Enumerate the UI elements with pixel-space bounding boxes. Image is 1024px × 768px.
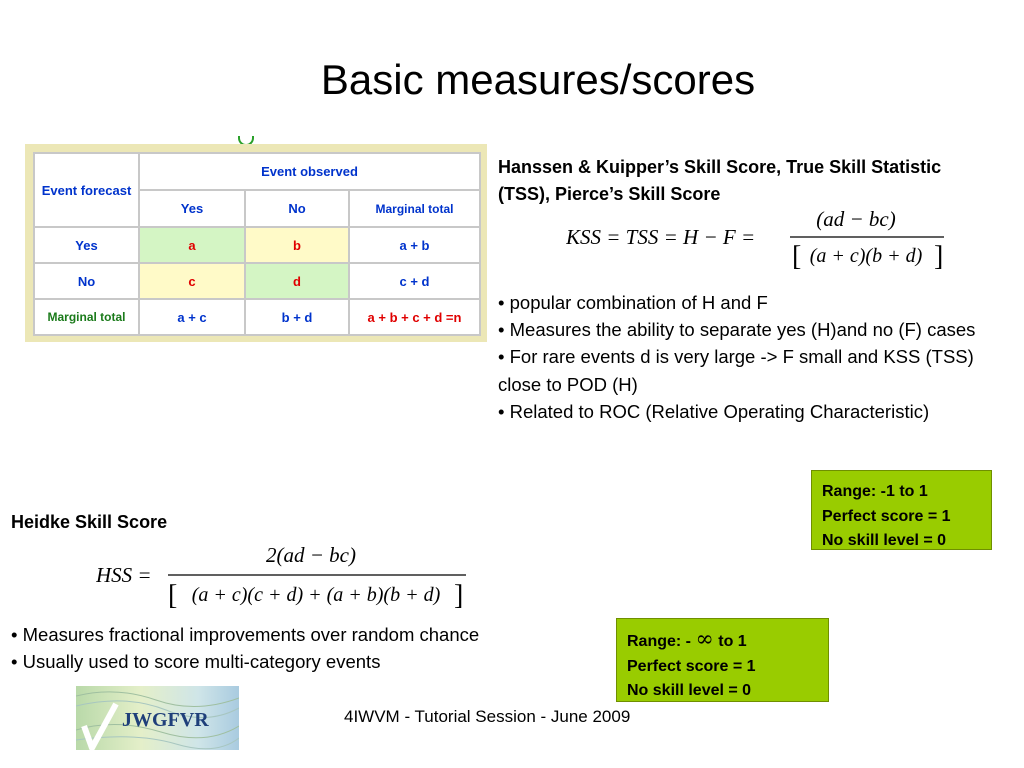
kss-bracket-right: ] bbox=[934, 241, 944, 272]
slide-title: Basic measures/scores bbox=[320, 56, 756, 103]
kss-bullet-list bbox=[498, 289, 1003, 425]
cell-a-plus-c: a + c bbox=[139, 299, 245, 335]
hss-bullet: • Usually used to score multi-category events bbox=[11, 651, 381, 673]
hss-range-prefix: Range: - bbox=[627, 633, 691, 650]
cell-a: a bbox=[139, 227, 245, 263]
footer-text: 4IWVM - Tutorial Session - June 2009 bbox=[344, 707, 631, 726]
hss-formula-numerator: 2(ad − bc) bbox=[266, 544, 356, 567]
row-marginal-label: Marginal total bbox=[34, 299, 139, 335]
kss-formula-lhs: KSS = TSS = H − F = bbox=[566, 225, 756, 249]
kss-range-line: Range: -1 to 1 bbox=[822, 483, 928, 500]
col-yes-header: Yes bbox=[139, 190, 245, 227]
event-observed-header: Event observed bbox=[139, 153, 480, 190]
hss-heading: Heidke Skill Score bbox=[11, 512, 168, 532]
contingency-table-frame bbox=[25, 144, 487, 342]
kss-no-skill-line: No skill level = 0 bbox=[822, 532, 947, 549]
cell-total-n: a + b + c + d =n bbox=[349, 299, 480, 335]
hss-range-box bbox=[616, 618, 829, 702]
kss-bracket-left: [ bbox=[792, 241, 802, 272]
kss-bullet: • For rare events d is very large -> F small and KSS (TSS) close to POD (H) bbox=[498, 346, 974, 395]
cell-c-plus-d: c + d bbox=[349, 263, 480, 299]
hss-range-suffix: to 1 bbox=[718, 633, 747, 650]
cell-b-plus-d: b + d bbox=[245, 299, 349, 335]
infinity-symbol: ∞ bbox=[695, 627, 714, 652]
cell-d: d bbox=[245, 263, 349, 299]
contingency-table bbox=[33, 152, 481, 336]
hss-no-skill-line: No skill level = 0 bbox=[627, 682, 752, 699]
hss-bracket-right: ] bbox=[454, 580, 464, 610]
kss-formula-denominator: (a + c)(b + d) bbox=[809, 245, 923, 267]
kss-heading: Hanssen & Kuipper’s Skill Score, True Skill Statistic (TSS), Pierce’s Skill Score bbox=[498, 157, 942, 204]
hss-perfect-score-line: Perfect score = 1 bbox=[627, 657, 756, 675]
kss-bullet: • Measures the ability to separate yes (H)and no (F) cases bbox=[498, 319, 976, 341]
event-forecast-header: Event forecast bbox=[34, 153, 139, 227]
kss-bullet: • Related to ROC (Relative Operating Characteristic) bbox=[498, 400, 930, 422]
hss-bullet: • Measures fractional improvements over random chance bbox=[11, 624, 480, 645]
logo-text: JWGFVR bbox=[122, 709, 209, 731]
hss-bracket-left: [ bbox=[168, 580, 178, 610]
kss-bullet: • popular combination of H and F bbox=[498, 292, 768, 313]
hss-formula-lhs: HSS = bbox=[96, 563, 152, 587]
kss-formula bbox=[566, 208, 951, 274]
jwgfvr-logo bbox=[76, 686, 239, 750]
hss-formula-denominator: (a + c)(c + d) + (a + b)(b + d) bbox=[191, 584, 441, 606]
cell-a-plus-b: a + b bbox=[349, 227, 480, 263]
cell-b: b bbox=[245, 227, 349, 263]
hss-range-line bbox=[627, 628, 818, 655]
hss-bullet-list bbox=[11, 621, 611, 675]
row-no-label: No bbox=[34, 263, 139, 299]
col-marginal-header: Marginal total bbox=[349, 190, 480, 227]
cell-c: c bbox=[139, 263, 245, 299]
hss-formula bbox=[96, 544, 476, 610]
col-no-header: No bbox=[245, 190, 349, 227]
kss-formula-numerator: (ad − bc) bbox=[816, 208, 896, 231]
kss-perfect-score-line: Perfect score = 1 bbox=[822, 507, 951, 525]
kss-range-box bbox=[811, 470, 992, 550]
row-yes-label: Yes bbox=[34, 227, 139, 263]
